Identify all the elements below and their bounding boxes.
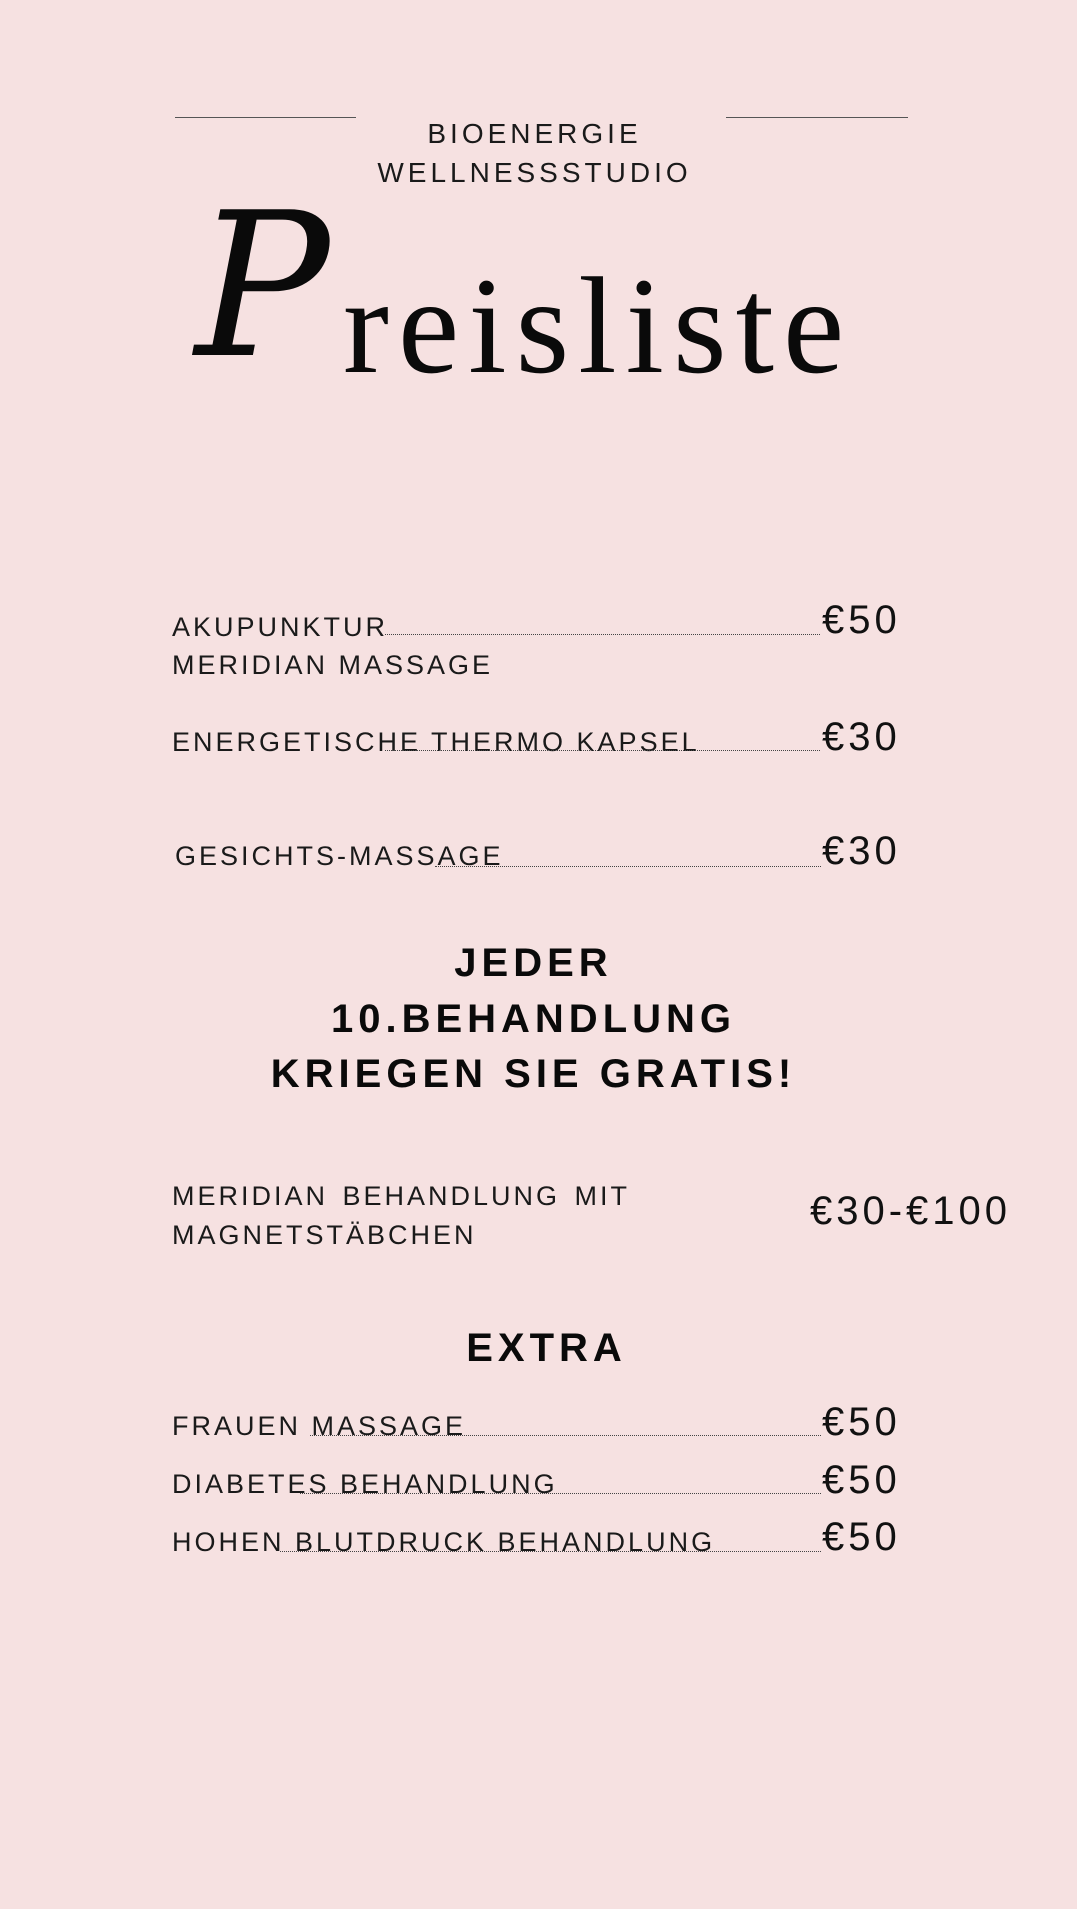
item-label: DIABETES BEHANDLUNG [172, 1469, 558, 1499]
item-label: AKUPUNKTUR [172, 612, 389, 642]
brand-line-1: BIOENERGIE [427, 118, 642, 149]
brand-line-2: WELLNESSSTUDIO [377, 157, 692, 188]
promo-line-2: 10.BEHANDLUNG [330, 997, 737, 1041]
extra-heading: EXTRA [466, 1326, 627, 1370]
item-label: MERIDIAN MASSAGE [172, 650, 494, 680]
item-label-line-2: MAGNETSTÄBCHEN [172, 1220, 477, 1250]
item-price: €50 [822, 1515, 901, 1559]
dot-leader [385, 634, 820, 635]
dot-leader [280, 1551, 821, 1552]
item-label-line-1: MERIDIAN BEHANDLUNG MIT [172, 1181, 631, 1211]
promo-line-1: JEDER [454, 941, 613, 985]
dot-leader [300, 1493, 821, 1494]
item-label: HOHEN BLUTDRUCK BEHANDLUNG [172, 1527, 716, 1557]
dot-leader [310, 1435, 821, 1436]
title-initial: P [195, 170, 330, 403]
item-label: GESICHTS-MASSAGE [175, 841, 504, 871]
dot-leader [385, 750, 820, 751]
dot-leader [435, 866, 821, 867]
item-price: €50 [822, 598, 901, 642]
title-rest: reisliste [343, 249, 854, 402]
promo-line-3: KRIEGEN SIE GRATIS! [270, 1052, 797, 1096]
item-price: €30 [822, 715, 901, 759]
item-price: €30-€100 [810, 1189, 1012, 1233]
item-price: €30 [822, 829, 901, 873]
item-label: ENERGETISCHE THERMO KAPSEL [172, 727, 700, 757]
item-price: €50 [822, 1400, 901, 1444]
item-label: FRAUEN MASSAGE [172, 1411, 467, 1441]
item-price: €50 [822, 1458, 901, 1502]
